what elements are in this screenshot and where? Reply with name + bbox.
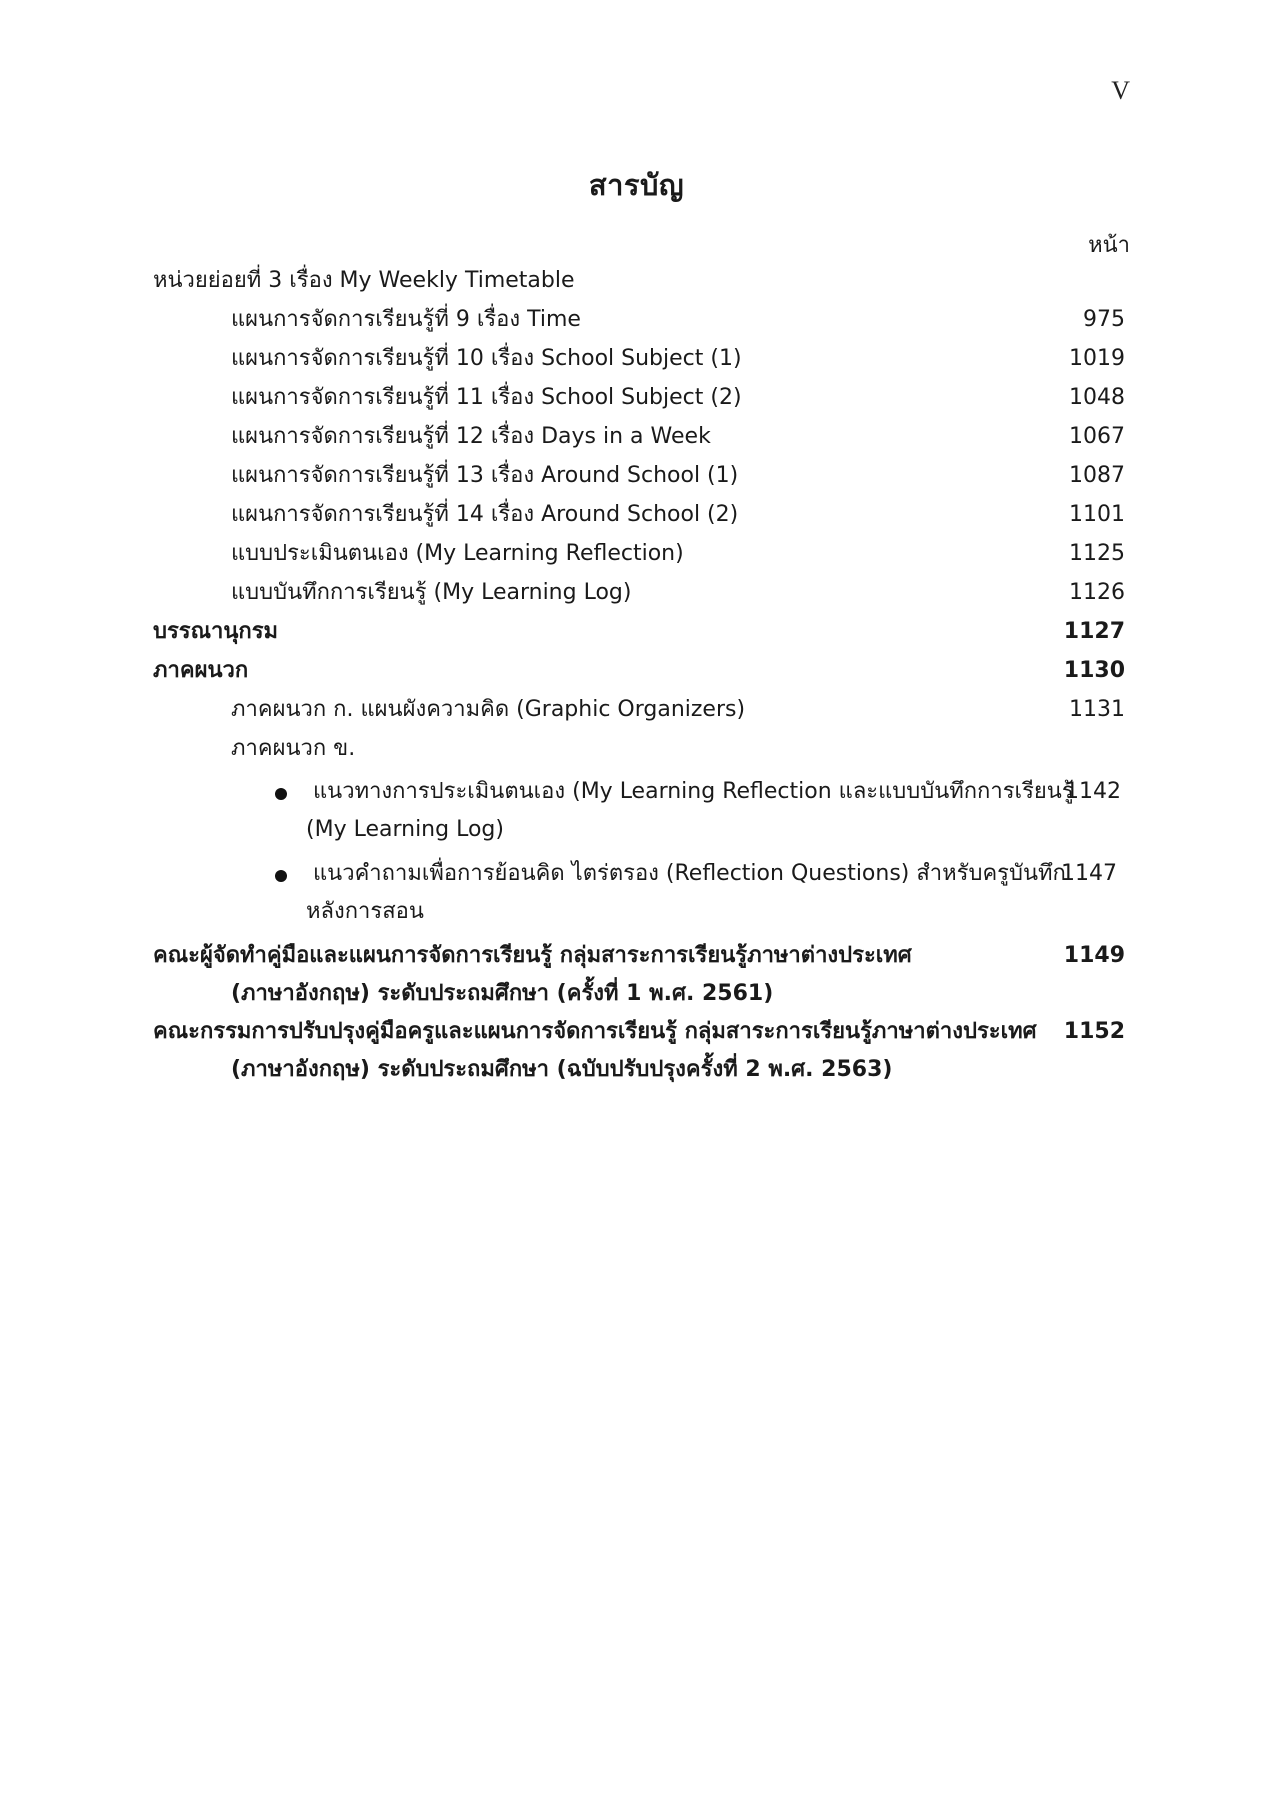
toc-entry-committee-2[interactable]: [153, 1013, 1125, 1089]
page-column-label: หน้า: [1088, 233, 1130, 258]
toc-label: แผนการจัดการเรียนรู้ที่ 10 เรื่อง School Subject (1): [231, 346, 742, 371]
toc-page-number: 975: [1083, 307, 1125, 332]
toc-label: แผนการจัดการเรียนรู้ที่ 12 เรื่อง Days in a Week: [231, 424, 711, 449]
toc-page-number: 1130: [1063, 658, 1125, 683]
toc-page-number: 1125: [1069, 541, 1125, 566]
toc-label: คณะผู้จัดทำคู่มือและแผนการจัดการเรียนรู้ กลุ่มสาระการเรียนรู้ภาษาต่างประเทศ: [153, 943, 912, 968]
toc-page-number: 1101: [1069, 502, 1125, 527]
toc-label-continued: (ภาษาอังกฤษ) ระดับประถมศึกษา (ฉบับปรับปรุงครั้งที่ 2 พ.ศ. 2563): [231, 1057, 893, 1082]
page-number: V: [1111, 76, 1130, 105]
toc-label: แนวคำถามเพื่อการย้อนคิด ไตร่ตรอง (Reflection Questions) สำหรับครูบันทึก: [313, 861, 1066, 886]
toc-label: หน่วยย่อยที่ 3 เรื่อง My Weekly Timetable: [153, 268, 575, 293]
toc-label-continued: หลังการสอน: [306, 899, 424, 924]
toc-entry-appendix[interactable]: [153, 652, 1125, 691]
toc-page-number: 1152: [1063, 1019, 1125, 1044]
toc-label: แผนการจัดการเรียนรู้ที่ 14 เรื่อง Around School (2): [231, 502, 739, 527]
toc-page-number: 1147: [1061, 861, 1117, 886]
toc-label: ภาคผนวก ข.: [231, 736, 356, 761]
toc-entry-committee-1[interactable]: [153, 937, 1125, 1013]
toc-label: ภาคผนวก: [153, 658, 249, 683]
toc-page-number: 1131: [1069, 697, 1125, 722]
toc-label-continued: (ภาษาอังกฤษ) ระดับประถมศึกษา (ครั้งที่ 1 พ.ศ. 2561): [231, 981, 774, 1006]
toc-page-number: 1149: [1063, 943, 1125, 968]
toc-entry[interactable]: [153, 457, 1125, 496]
toc-page-number: 1142: [1065, 779, 1121, 804]
bullet-icon: [275, 870, 287, 882]
toc-page-number: 1067: [1069, 424, 1125, 449]
toc-unit-heading: [153, 262, 1125, 301]
toc-entry[interactable]: [153, 535, 1125, 574]
toc-entry[interactable]: [153, 340, 1125, 379]
toc-entry[interactable]: [153, 574, 1125, 613]
table-of-contents: [153, 262, 1125, 1089]
toc-entry-appendix-b: [153, 730, 1125, 773]
toc-page-number: 1048: [1069, 385, 1125, 410]
toc-label: แผนการจัดการเรียนรู้ที่ 11 เรื่อง School Subject (2): [231, 385, 742, 410]
toc-entry[interactable]: [153, 496, 1125, 535]
toc-entry[interactable]: [153, 418, 1125, 457]
toc-label: แนวทางการประเมินตนเอง (My Learning Reflection และแบบบันทึกการเรียนรู้: [313, 779, 1074, 804]
toc-label: แผนการจัดการเรียนรู้ที่ 9 เรื่อง Time: [231, 307, 581, 332]
toc-entry-appendix-a[interactable]: [153, 691, 1125, 730]
toc-bullet-entry[interactable]: [153, 773, 1125, 855]
toc-entry-bibliography[interactable]: [153, 613, 1125, 652]
toc-page-number: 1127: [1063, 619, 1125, 644]
toc-label: ภาคผนวก ก. แผนผังความคิด (Graphic Organizers): [231, 697, 746, 722]
bullet-icon: [275, 788, 287, 800]
toc-page-number: 1087: [1069, 463, 1125, 488]
toc-entry[interactable]: [153, 301, 1125, 340]
toc-entry[interactable]: [153, 379, 1125, 418]
toc-label: คณะกรรมการปรับปรุงคู่มือครูและแผนการจัดการเรียนรู้ กลุ่มสาระการเรียนรู้ภาษาต่างประเทศ: [153, 1019, 1037, 1044]
toc-page-number: 1019: [1069, 346, 1125, 371]
toc-label: บรรณานุกรม: [153, 619, 279, 644]
toc-label: แบบประเมินตนเอง (My Learning Reflection): [231, 541, 684, 566]
toc-label: แบบบันทึกการเรียนรู้ (My Learning Log): [231, 580, 632, 605]
toc-label-continued: (My Learning Log): [306, 817, 504, 842]
toc-page-number: 1126: [1069, 580, 1125, 605]
toc-label: แผนการจัดการเรียนรู้ที่ 13 เรื่อง Around School (1): [231, 463, 739, 488]
toc-bullet-entry[interactable]: [153, 855, 1125, 937]
page-title: สารบัญ: [588, 168, 685, 202]
